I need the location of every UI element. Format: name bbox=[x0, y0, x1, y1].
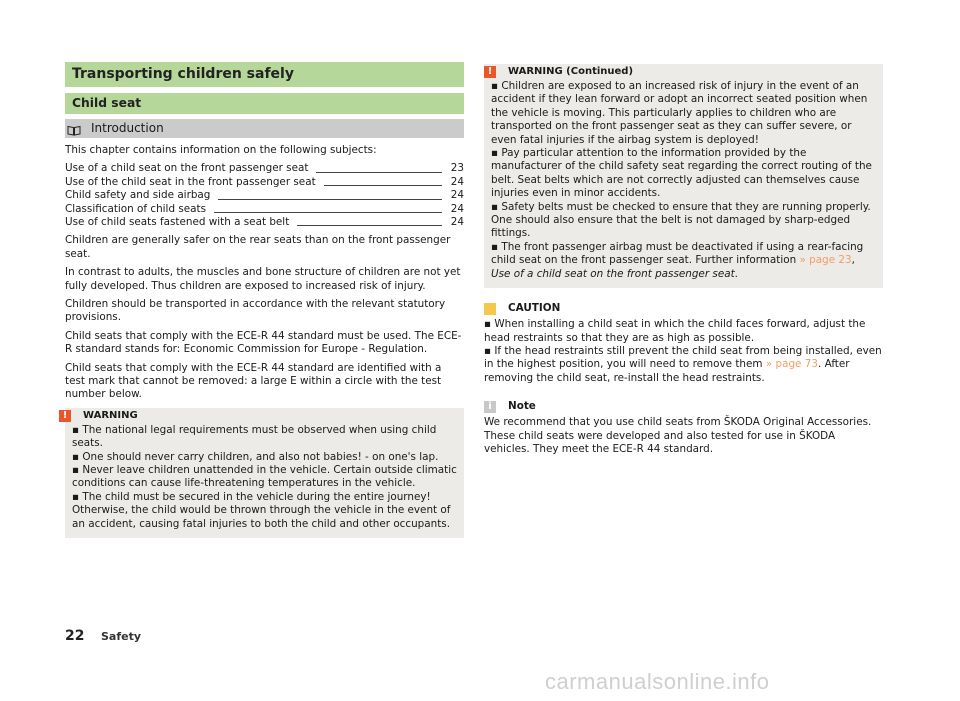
body-paragraph: Child seats that comply with the ECE-R 44 standard are identified with a test mark that cannot be removed: a large E within a circle with the test number below. bbox=[65, 361, 442, 401]
note-section bbox=[484, 399, 883, 456]
caution-item: ▪ If the head restraints still prevent the child seat from being installed, even in the highest position, you will need to remove them » page 73. After removing the child seat, re-install the head restraints. bbox=[484, 344, 882, 384]
page-link[interactable]: » page 73 bbox=[765, 358, 818, 371]
intro-line: This chapter contains information on the following subjects: bbox=[65, 144, 377, 156]
subsection-heading bbox=[65, 119, 464, 138]
toc-leader bbox=[214, 212, 442, 213]
body-paragraph: Child seats that comply with the ECE-R 44 standard must be used. The ECE-R standard stands for: Economic Commission for Europe - Regulation. bbox=[65, 329, 462, 356]
toc-page[interactable]: 24 bbox=[450, 175, 464, 188]
warning-header bbox=[62, 408, 457, 424]
body-paragraph: Children are generally safer on the rear seats than on the front passenger seat. bbox=[65, 234, 451, 260]
warning-item: ▪ Never leave children unattended in the vehicle. Certain outside climatic conditions can cause life-threatening temperatures in the vehicle. bbox=[72, 464, 457, 490]
toc-page[interactable]: 23 bbox=[450, 162, 464, 175]
table-of-contents bbox=[65, 162, 464, 229]
note-title: Note bbox=[508, 400, 536, 413]
link-title: Use of a child seat on the front passenger seat bbox=[491, 267, 735, 280]
caution-title: CAUTION bbox=[508, 302, 561, 315]
note-text: We recommend that you use child seats from ŠKODA Original Accessories. These child seats were developed and also tested for use in ŠKODA vehicles. They meet the ECE-R 44 standard. bbox=[484, 416, 872, 455]
toc-label[interactable]: Use of the child seat in the front passenger seat bbox=[65, 175, 316, 188]
toc-leader bbox=[218, 199, 442, 200]
toc-label[interactable]: Child safety and side airbag bbox=[65, 189, 211, 202]
exclamation-icon: ! bbox=[484, 66, 496, 78]
exclamation-icon: ! bbox=[59, 410, 71, 422]
toc-leader bbox=[324, 185, 442, 186]
toc-leader bbox=[316, 172, 442, 173]
page-footer bbox=[65, 628, 141, 644]
book-icon bbox=[67, 123, 81, 134]
warning-item: ▪ The child must be secured in the vehicle during the entire journey! Otherwise, the child would be thrown through the vehicle in the event of an accident, causing fatal injuries to both the child and other occupants. bbox=[72, 490, 451, 530]
page-link[interactable]: » page 23 bbox=[799, 254, 852, 267]
right-column bbox=[484, 64, 883, 456]
toc-leader bbox=[297, 225, 442, 226]
note-header bbox=[484, 399, 883, 415]
body-paragraph: Children should be transported in accordance with the relevant statutory provisions. bbox=[65, 297, 446, 324]
page-number: 22 bbox=[65, 628, 85, 644]
body-paragraph: In contrast to adults, the muscles and bone structure of children are not yet fully developed. Thus children are exposed to increased risk of injury. bbox=[65, 266, 461, 292]
warning-item: ▪ The front passenger airbag must be deactivated if using a rear-facing child seat on the front passenger seat. Further information » page 23, Use of a child seat on the front passenger seat. bbox=[491, 240, 864, 280]
caution-section bbox=[484, 301, 883, 385]
warning-item: ▪ Children are exposed to an increased risk of injury in the event of an accident if they lean forward or adopt an incorrect seated position when the vehicle is moving. This particularly applies to children who are transported on the front passenger seat as they can suffer severe, or even fatal injuries if the airbag system is deployed! bbox=[491, 80, 868, 146]
info-icon: i bbox=[484, 401, 496, 413]
toc-label[interactable]: Use of a child seat on the front passenger seat bbox=[65, 162, 309, 175]
warning-continued-box bbox=[484, 64, 883, 288]
caution-icon bbox=[484, 303, 496, 315]
toc-row[interactable] bbox=[65, 176, 464, 189]
left-column bbox=[62, 62, 464, 538]
warning-item: ▪ Pay particular attention to the information provided by the manufacturer of the child safety seat regarding the correct routing of the belt. Seat belts which are not correctly adjusted can themselves cause injuries even in minor accidents. bbox=[491, 147, 872, 200]
toc-page[interactable]: 24 bbox=[450, 202, 464, 215]
toc-row[interactable] bbox=[65, 216, 464, 229]
subsection-heading-label: Introduction bbox=[91, 121, 164, 135]
section-heading: Child seat bbox=[65, 93, 464, 114]
caution-header bbox=[484, 301, 883, 317]
warning-continued-header bbox=[487, 64, 876, 80]
warning-box bbox=[62, 408, 464, 538]
watermark: carmanualsonline.info bbox=[545, 669, 770, 694]
warning-item: ▪ The national legal requirements must be observed when using child seats. bbox=[72, 423, 437, 450]
warning-item: ▪ One should never carry children, and also not babies! - on one's lap. bbox=[72, 450, 439, 463]
toc-row[interactable] bbox=[65, 162, 464, 175]
warning-item: ▪ Safety belts must be checked to ensure that they are running properly. One should also ensure that the belt is not damaged by sharp-edged fittings. bbox=[491, 200, 871, 240]
toc-row[interactable] bbox=[65, 189, 464, 202]
footer-section-label: Safety bbox=[101, 630, 142, 643]
toc-label[interactable]: Classification of child seats bbox=[65, 202, 207, 215]
caution-item: ▪ When installing a child seat in which the child faces forward, adjust the head restraints so that they are as high as possible. bbox=[484, 318, 866, 344]
warning-title: WARNING bbox=[83, 410, 138, 422]
toc-row[interactable] bbox=[65, 203, 464, 216]
chapter-heading: Transporting children safely bbox=[65, 62, 464, 87]
toc-label[interactable]: Use of child seats fastened with a seat belt bbox=[65, 215, 290, 228]
toc-page[interactable]: 24 bbox=[450, 215, 464, 228]
warning-continued-title: WARNING (Continued) bbox=[508, 66, 634, 78]
toc-page[interactable]: 24 bbox=[450, 189, 464, 202]
